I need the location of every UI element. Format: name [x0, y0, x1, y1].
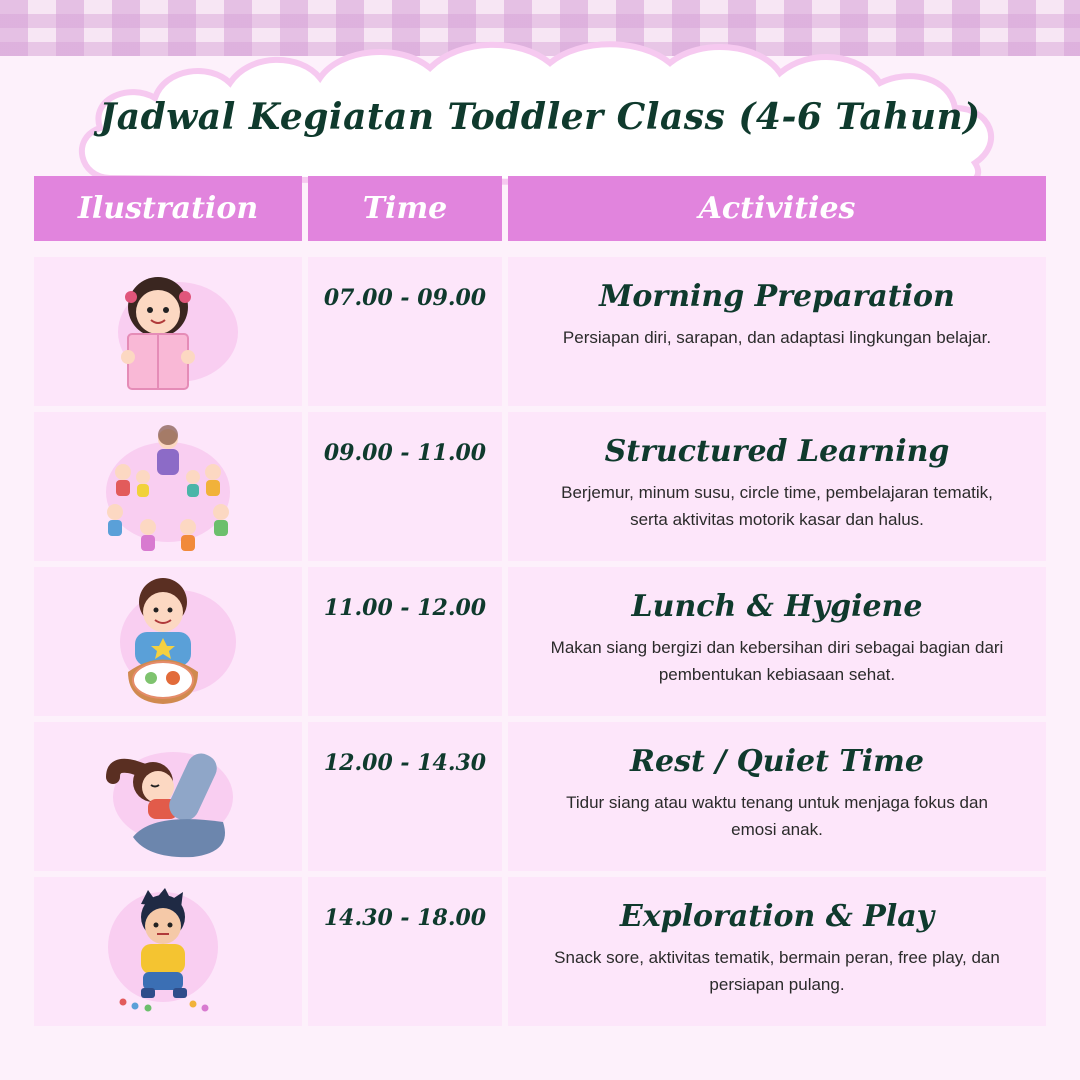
activity-description: Berjemur, minum susu, circle time, pembelajaran tematik, serta aktivitas motorik kasar dan halus. — [561, 483, 993, 529]
table-row — [34, 257, 1046, 406]
table-header — [34, 176, 1046, 241]
schedule-table — [34, 176, 1046, 1026]
header-activities: Activities — [508, 176, 1046, 241]
activity-description: Tidur siang atau waktu tenang untuk menjaga fokus dan emosi anak. — [566, 793, 988, 839]
activity-cell — [508, 877, 1046, 1026]
illustration-cell — [34, 257, 302, 406]
activity-description: Snack sore, aktivitas tematik, bermain peran, free play, dan persiapan pulang. — [554, 948, 1000, 994]
girl-sleeping-icon — [93, 727, 243, 867]
activity-title: Rest / Quiet Time — [630, 744, 924, 779]
activity-description: Persiapan diri, sarapan, dan adaptasi lingkungan belajar. — [562, 328, 992, 347]
activity-cell — [508, 257, 1046, 406]
illustration-cell — [34, 412, 302, 561]
time-cell: 07.00 - 09.00 — [308, 257, 502, 406]
table-body — [34, 257, 1046, 1026]
girl-reading-book-icon — [93, 262, 243, 402]
illustration-cell — [34, 722, 302, 871]
time-cell: 12.00 - 14.30 — [308, 722, 502, 871]
illustration-cell — [34, 877, 302, 1026]
table-row — [34, 877, 1046, 1026]
table-row — [34, 722, 1046, 871]
activity-title: Structured Learning — [604, 434, 950, 469]
activity-cell — [508, 412, 1046, 561]
illustration-cell — [34, 567, 302, 716]
time-cell: 11.00 - 12.00 — [308, 567, 502, 716]
header-illustration: Ilustration — [34, 176, 302, 241]
activity-cell — [508, 567, 1046, 716]
table-row — [34, 567, 1046, 716]
activity-title: Exploration & Play — [619, 899, 935, 934]
activity-cell — [508, 722, 1046, 871]
time-cell: 14.30 - 18.00 — [308, 877, 502, 1026]
time-cell: 09.00 - 11.00 — [308, 412, 502, 561]
header-time: Time — [308, 176, 502, 241]
boy-eating-icon — [93, 572, 243, 712]
activity-title: Morning Preparation — [599, 279, 955, 314]
activity-description: Makan siang bergizi dan kebersihan diri sebagai bagian dari pembentukan kebiasaan sehat. — [550, 638, 1004, 684]
page-title: Jadwal Kegiatan Toddler Class (4-6 Tahun) — [99, 96, 981, 138]
boy-playing-marbles-icon — [93, 882, 243, 1022]
activity-title: Lunch & Hygiene — [631, 589, 923, 624]
table-row — [34, 412, 1046, 561]
children-circle-icon — [93, 417, 243, 557]
